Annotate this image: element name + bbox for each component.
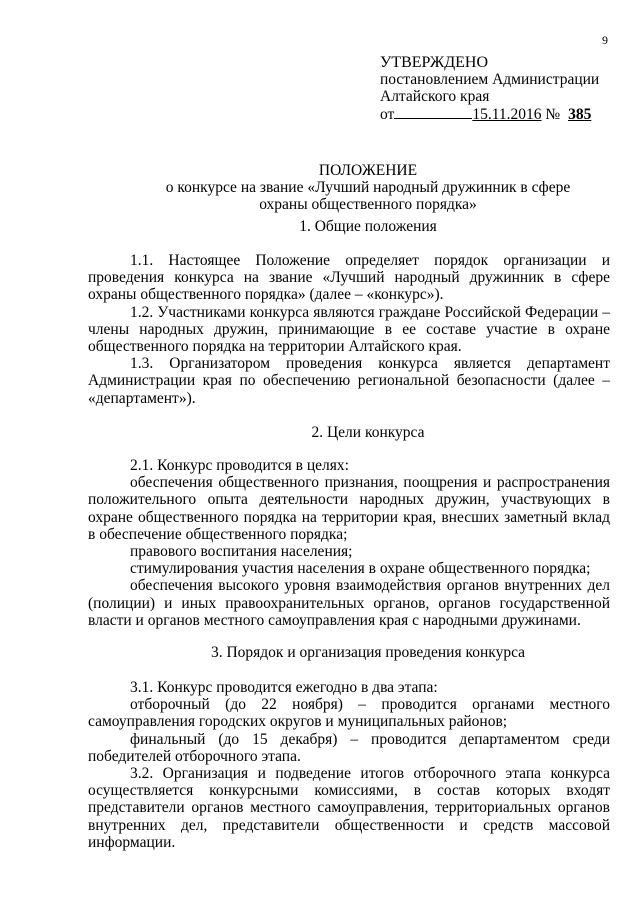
title-line-2: охраны общественного порядка»	[259, 196, 477, 214]
paragraph-1-2: 1.2. Участниками конкурса являются граждане Российской Федерации – члены народных дружин, принимающие в ее составе участие в охране общественного порядка на территории Алтайского края.	[88, 303, 610, 356]
from-label: от	[380, 105, 395, 123]
approval-line-2: Алтайского края	[380, 88, 490, 106]
paragraph-3-2: 3.2. Организация и подведение итогов отборочного этапа конкурса осуществляется конкурсными комиссиями, в состав которых входят представители органов местного самоуправления, территориальных органов внутренних дел, представители общественности и средств массовой информации.	[88, 765, 610, 851]
paragraph-2-goal-2: правового воспитания населения;	[130, 543, 353, 561]
number-label: №	[545, 105, 561, 123]
section-1-heading: 1. Общие положения	[299, 218, 437, 235]
section-2-heading: 2. Цели конкурса	[311, 424, 425, 441]
title-heading: ПОЛОЖЕНИЕ	[318, 162, 418, 179]
paragraph-3-stage-1: отборочный (до 22 ноября) – проводится органами местного самоуправления городских округов и муниципальных районов;	[88, 696, 610, 731]
paragraph-2-goal-4: обеспечения высокого уровня взаимодействия органов внутренних дел (полиции) и иных правоохранительных органов, органов государственной власти и органов местного самоуправления края с народными дружинами.	[88, 577, 610, 629]
approval-date: 15.11.2016	[472, 105, 542, 123]
paragraph-2-goal-3: стимулирования участия населения в охране общественного порядка;	[130, 560, 591, 578]
document-title	[88, 162, 640, 214]
paragraph-2-goal-1: обеспечения общественного признания, поощрения и распространения положительного опыта деятельности народных дружин, участвующих в охране общественного порядка на территории края, внесших заметный вклад в обеспечение общественного порядка;	[88, 474, 610, 543]
section-3-body	[88, 679, 610, 851]
approval-number: 385	[568, 105, 592, 123]
approval-heading: УТВЕРЖДЕНО	[380, 54, 489, 71]
section-1-body	[88, 252, 610, 407]
title-line-1: о конкурсе на звание «Лучший народный дружинник в сфере	[165, 179, 571, 197]
paragraph-3-1: 3.1. Конкурс проводится ежегодно в два этапа:	[130, 679, 438, 696]
approval-date-line	[380, 106, 620, 123]
paragraph-3-stage-2: финальный (до 15 декабря) – проводится департаментом среди победителей отборочного этапа.	[88, 730, 610, 765]
paragraph-1-3: 1.3. Организатором проведения конкурса является департамент Администрации края по обеспечению региональной безопасности (далее – «департамент»).	[88, 355, 610, 407]
approval-block	[380, 54, 620, 123]
paragraph-2-1: 2.1. Конкурс проводится в целях:	[130, 457, 349, 474]
page-number: 9	[602, 33, 608, 47]
section-3-heading: 3. Порядок и организация проведения конкурса	[210, 644, 526, 661]
date-blank-line	[394, 106, 472, 119]
approval-line-1: постановлением Администрации	[380, 71, 600, 89]
paragraph-1-1: 1.1. Настоящее Положение определяет порядок организации и проведения конкурса на звание «Лучший народный дружинник в сфере охраны общественного порядка» (далее – «конкурс»).	[88, 252, 610, 304]
section-2-body	[88, 457, 610, 629]
